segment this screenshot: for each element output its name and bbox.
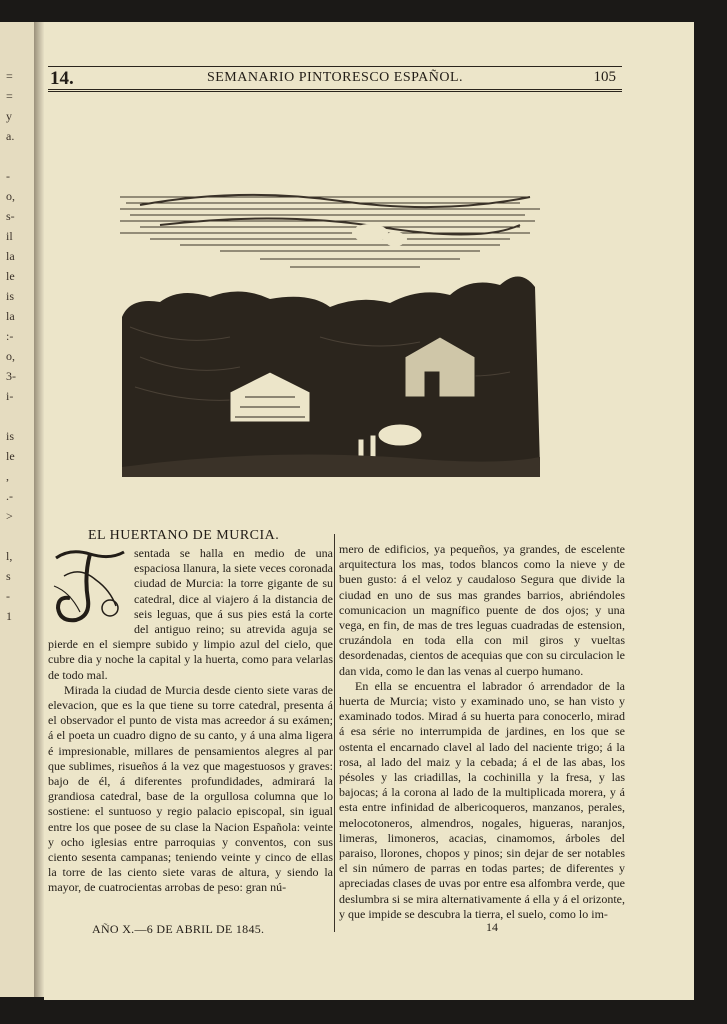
tree-masses bbox=[122, 276, 540, 472]
cloud-highlight bbox=[352, 224, 388, 242]
paragraph-4: En ella se encuentra el labrador ó arrendador de la huerta de Murcia; visto y examinado uno, se han visto y examinado todos. Mirad á su huerta para conocerlo, mirad á esa série no interrumpida de jardines, en los que se ostenta el encarnado clavel al lado del naciente trigo; á la rosa, al lado del maiz y la cebada; á el de las abas, los pésoles y las criadillas, la cochinilla y la fresa, y las bajocas; á la corona al lado de la multiplicada morera, y á esta entre infinidad de albericoqueros, manzanos, perales, melocotoneros, almendros, nogales, higueras, naranjos, limeras, limoneros, acacias, cinamomos, árboles del paraiso, llorones, chopos y pinos; sin dejar de ser notables el sin número de parras en todas partes; de diferentes y apreciadas clases de uvas por entre esa alfombra verde, que deslumbra si se mira alternativamente á ella y á el orizonte, y que impide se descubra la tierra, el suelo, como lo im- bbox=[339, 678, 625, 921]
previous-page-edge bbox=[0, 22, 35, 997]
engraving-illustration bbox=[120, 167, 550, 477]
issue-number: 14. bbox=[50, 68, 74, 89]
paragraph-2: Mirada la ciudad de Murcia desde ciento siete varas de elevacion, que es la que tiene su torre catedral, presenta á el observador el punto de vista mas acreedor á su exámen; á el poeta un cuadro digno de su canto, y á una alma ligera é impresionable, millares de pensamientos alegres al par que sublimes, risueños á la vez que magestuosos y graves: bajo de él, á diferentes profundidades, admirará la grandiosa catedral, base de la orgullosa columna que lo sostiene: el suntuoso y regio palacio episcopal, sin igual entre los que posee de su clase la Nacion Española: veinte y ocho iglesias entre parroquias y conventos, con sus ciento sesenta campanas; teniendo veinte y cinco de ellas la torre de las ciento siete varas de altura, y siendo la mayor, de cuatrocientas arrobas de peso: gran nú- bbox=[48, 682, 333, 895]
column-divider bbox=[334, 534, 335, 932]
previous-page-text-fragments: = = y a. - o, s- il la le is la :- o, 3- i- is le , .- > l, s - 1 bbox=[6, 69, 16, 623]
sky-hatching bbox=[120, 195, 540, 267]
publication-title: SEMANARIO PINTORESCO ESPAÑOL. bbox=[206, 70, 464, 85]
article-left-column bbox=[48, 546, 333, 896]
paragraph-1: sentada se halla en medio de una espaciosa llanura, la siete veces coronada ciudad de Murcia: la torre gigante de su catedral, dice al viajero á la distancia de seis leguas, que á sus pies está la corte del antiguo reino; su atrevida aguja se pierde en el siempre subido y limpio azul del cielo, que cubre dia y noche la capital y la huerta, como para velarlas de todo mal. bbox=[48, 546, 333, 682]
paragraph-3: mero de edificios, ya pequeños, ya grandes, de escelente arquitectura los mas, todos blancos como la nieve y de buen gusto: á el veloz y caudaloso Segura que divide la ciudad en uno de sus mas grandes barrios, abriéndoles comunicacion un magnífico puente de dos ojos; y una vega, en fin, de mas de tres leguas cuadradas de estension, cruzándola en toda ella con mil giros y vueltas desordenadas, cientos de acequias que con su circulacion le dan vida, como le dan las venas al cuerpo humano. bbox=[339, 542, 625, 678]
book-gutter bbox=[34, 22, 44, 997]
article-title: EL HUERTANO DE MURCIA. bbox=[88, 528, 280, 543]
page-number: 105 bbox=[593, 69, 616, 85]
decorative-initial bbox=[50, 546, 130, 624]
document-page bbox=[44, 22, 694, 1000]
issue-date-line: AÑO X.—6 DE ABRIL DE 1845. bbox=[92, 922, 265, 936]
article-right-column bbox=[339, 542, 625, 922]
printer-signature: 14 bbox=[486, 920, 498, 934]
page-header bbox=[48, 66, 622, 92]
